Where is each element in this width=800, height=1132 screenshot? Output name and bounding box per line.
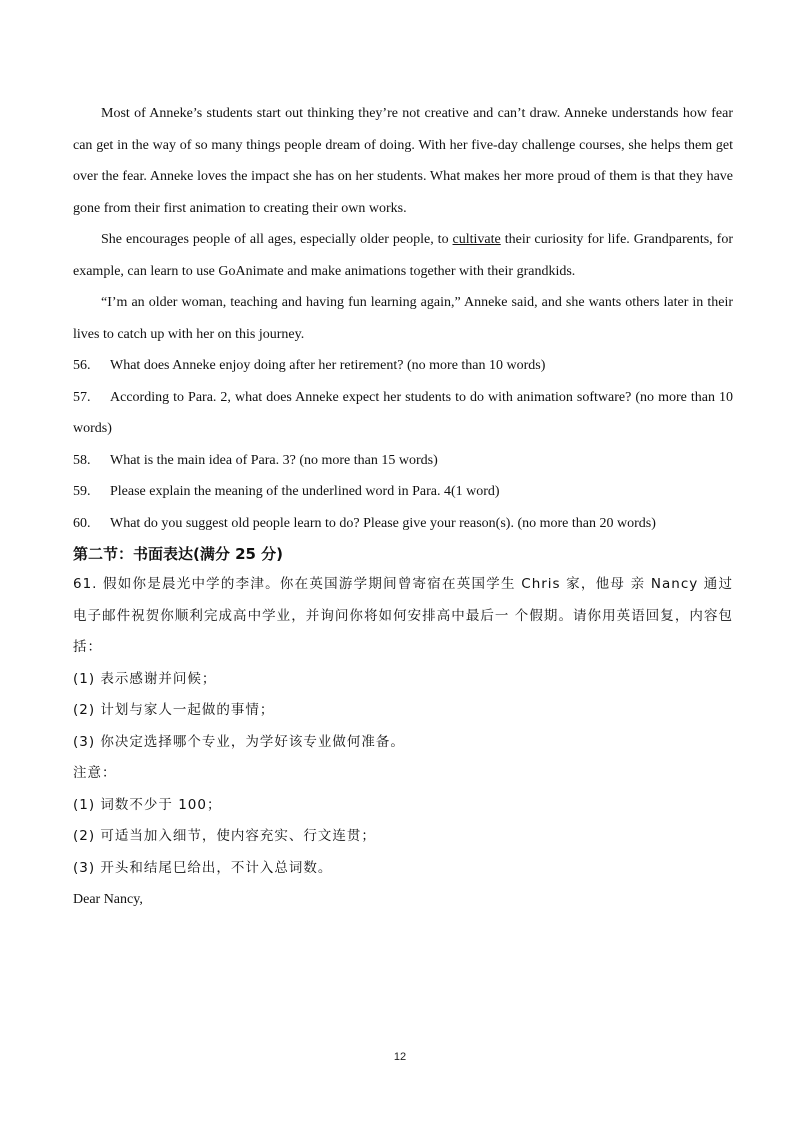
letter-salutation: Dear Nancy,	[73, 892, 143, 907]
passage-paragraph-2-start: She encourages people of all ages, especially older people, to	[101, 232, 453, 247]
question-text: Please explain the meaning of the underlined word in Para. 4(1 word)	[110, 484, 500, 499]
question-text: What is the main idea of Para. 3? (no more than 15 words)	[110, 452, 438, 468]
question-number: 56.	[73, 358, 91, 373]
question-59	[73, 476, 733, 508]
question-text: According to Para. 2, what does Anneke expect her students to do with animation software? (no more than 10 words)	[73, 389, 733, 436]
question-text: What does Anneke enjoy doing after her retirement? (no more than 10 words)	[110, 358, 546, 373]
document-page	[73, 98, 733, 916]
question-number: 58.	[73, 452, 91, 468]
passage-paragraph-3: “I’m an older woman, teaching and having fun learning again,” Anneke said, and she wants others later in their lives to catch up with her on this journey.	[73, 295, 733, 342]
passage-paragraph-2	[73, 224, 733, 287]
question-number: 60.	[73, 515, 91, 531]
passage-paragraph-2-end: their curiosity for life. Grandparents, for example, can learn to use GoAnimate and make animations together with their grandkids.	[73, 232, 733, 279]
content-point-3: (3) 你决定选择哪个专业，为学好该专业做何准备。	[73, 733, 405, 750]
writing-section-title: 第二节：书面表达(满分 25 分)	[73, 545, 284, 563]
passage-paragraph-1: Most of Anneke’s students start out thinking they’re not creative and can’t draw. Anneke understands how fear can get in the way of so many things people dream of doing. With her five-day challenge courses, she helps them get over the fear. Anneke loves the impact she has on her students. What makes her more proud of them is that they have gone from their first animation to creating their own works.	[73, 106, 733, 216]
note-2: (2) 可适当加入细节，使内容充实、行文连贯；	[73, 828, 376, 844]
question-number: 57.	[73, 389, 91, 405]
notes-label: 注意：	[73, 765, 117, 781]
question-58	[73, 445, 733, 477]
note-1: (1) 词数不少于 100；	[73, 796, 222, 813]
question-56	[73, 350, 733, 382]
question-60	[73, 508, 733, 540]
underlined-word: cultivate	[452, 232, 501, 247]
question-text: What do you suggest old people learn to do? Please give your reason(s). (no more than 20 words)	[110, 515, 656, 531]
note-3: (3) 开头和结尾巳给出，不计入总词数。	[73, 859, 333, 876]
content-point-2: (2) 计划与家人一起做的事情；	[73, 702, 275, 718]
writing-prompt: 61. 假如你是晨光中学的李津。你在英国游学期间曾寄宿在英国学生 Chris 家，他母 亲 Nancy 通过电子邮件祝贺你顺利完成高中学业，并询问你将如何安排高中最后一 个假期。请你用英语回复，内容包括：	[73, 576, 733, 655]
question-number: 59.	[73, 484, 91, 499]
question-57	[73, 382, 733, 445]
page-number: 12	[393, 1051, 407, 1063]
content-point-1: (1) 表示感谢并问候；	[73, 670, 217, 687]
